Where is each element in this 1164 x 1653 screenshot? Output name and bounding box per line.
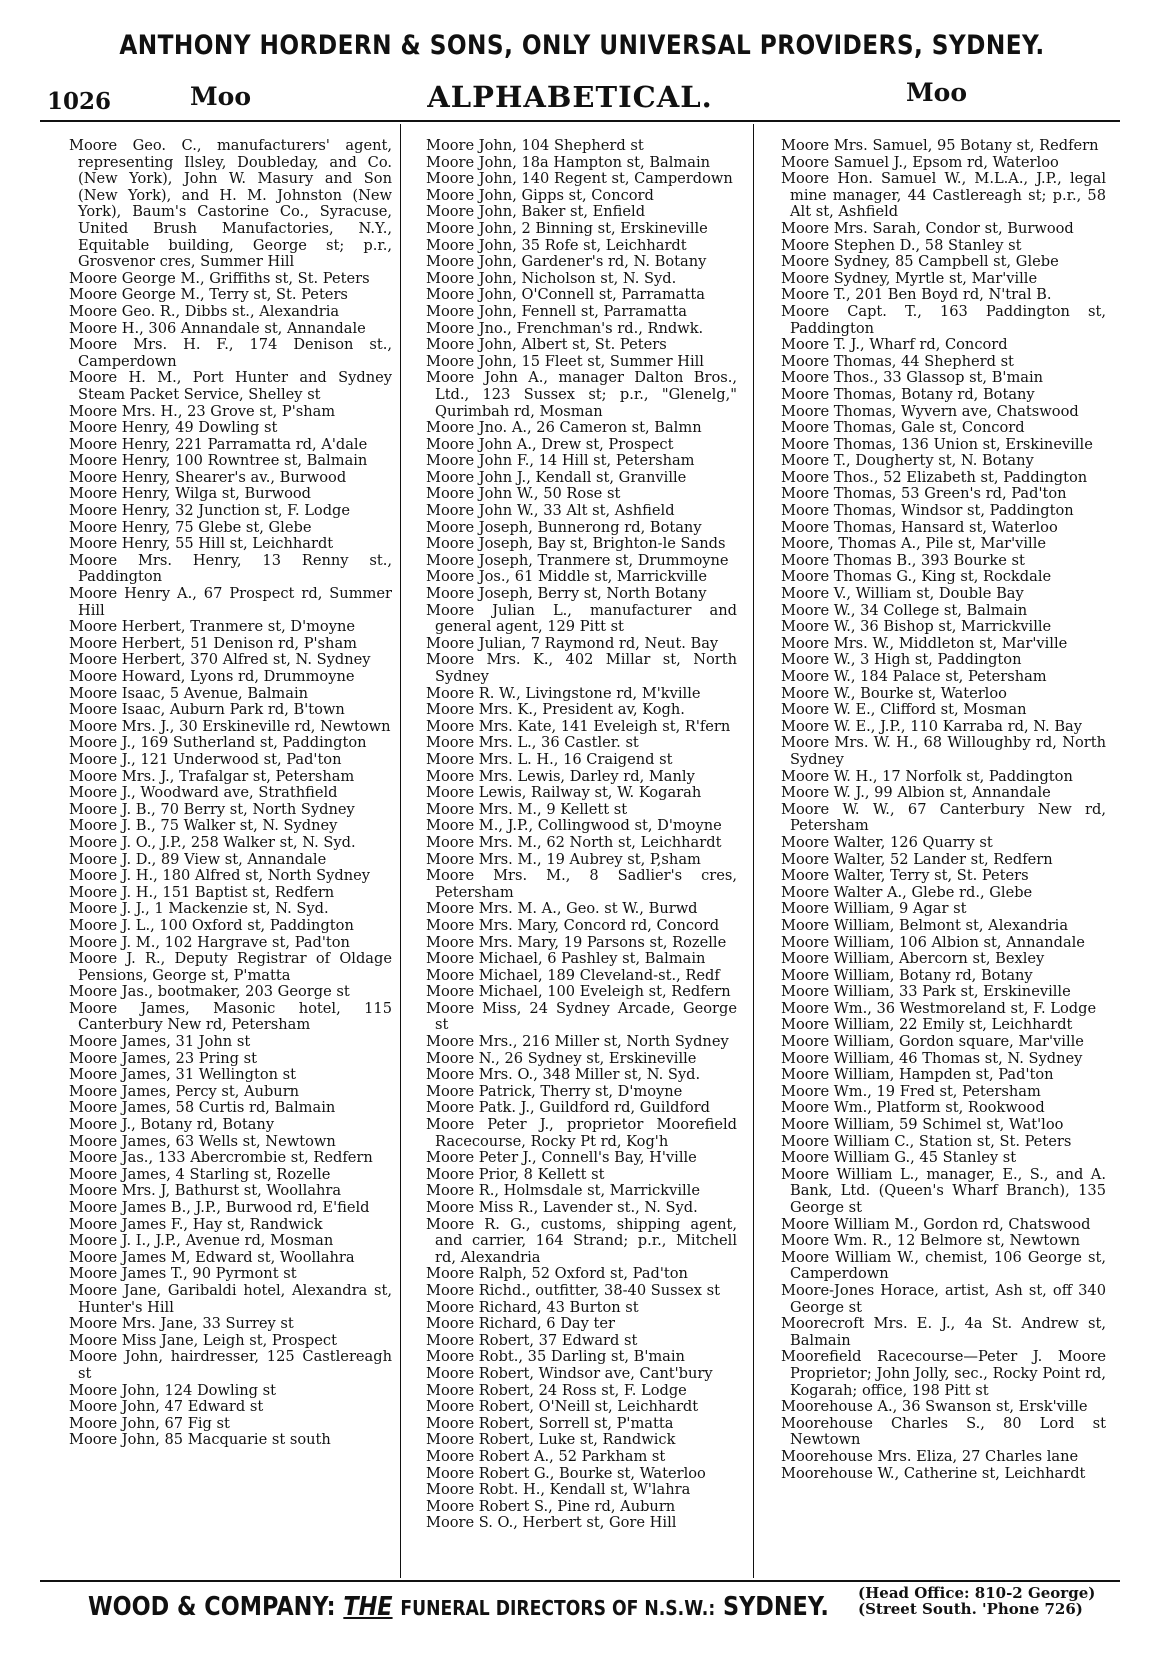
directory-entry: Moore John F., 14 Hill st, Petersham [426,452,695,470]
directory-entry: Moore Mrs. W. H., 68 Willoughby rd, North Sydney [781,734,1106,768]
directory-entry: Moore Mrs. H. F., 174 Denison st., Camperdown [69,336,392,370]
directory-entry: Moore John, 2 Binning st, Erskineville [426,219,708,237]
directory-entry: Moore W. J., 99 Albion st, Annandale [781,784,1051,802]
directory-entry: Moore J. M., 102 Hargrave st, Pad'ton [69,933,350,951]
directory-entry: Moore James M, Edward st, Woollahra [69,1248,355,1266]
directory-entry: Moore Mrs. J, Bathurst st, Woollahra [69,1182,342,1200]
directory-entry: Moore Robert, O'Neill st, Leichhardt [426,1398,699,1416]
directory-entry: Moore Michael, 6 Pashley st, Balmain [426,950,706,968]
directory-entry: Moore Mrs. Kate, 141 Eveleigh st, R'fern [426,717,731,735]
directory-entry: Moore John W., 33 Alt st, Ashfield [426,502,675,520]
directory-entry: Moore John, 140 Regent st, Camperdown [426,170,733,188]
directory-entry: Moore William M., Gordon rd, Chatswood [781,1215,1091,1233]
directory-entry: Moore John, hairdresser, 125 Castlereagh st [69,1348,392,1382]
footer-the: THE [343,1592,393,1622]
directory-entry: Moore Henry, 32 Junction st, F. Lodge [69,502,351,520]
directory-entry: Moore Thomas, 44 Shepherd st [781,352,1014,370]
footer-note-line-2: (Street South. 'Phone 726) [858,1600,1083,1618]
directory-entry: Moore John, Nicholson st, N. Syd. [426,269,677,287]
directory-entry: Moorehouse Mrs. Eliza, 27 Charles lane [781,1447,1079,1465]
left-guide-word: Moo [190,82,252,111]
directory-entry: Moore Mrs. O., 348 Miller st, N. Syd. [426,1066,701,1084]
directory-entry: Moore Richard, 43 Burton st [426,1298,639,1316]
directory-entry: Moore William G., 45 Stanley st [781,1149,1017,1167]
directory-entry: Moore Mrs. Mary, 19 Parsons st, Rozelle [426,933,727,951]
directory-entry: Moorehouse W., Catherine st, Leichhardt [781,1464,1086,1482]
directory-entry: Moore James, 58 Curtis rd, Balmain [69,1099,336,1117]
directory-entry: Moore Jos., 61 Middle st, Marrickville [426,568,708,586]
directory-entry: Moore Robert S., Pine rd, Auburn [426,1497,676,1515]
directory-entry: Moore Wm. R., 12 Belmore st, Newtown [781,1232,1080,1250]
directory-entry: Moore Henry, Wilga st, Burwood [69,485,311,503]
directory-entry: Moore R., Holmsdale st, Marrickville [426,1182,700,1200]
footer-city: SYDNEY. [722,1592,829,1622]
directory-entry: Moore J. J., 1 Mackenzie st, N. Syd. [69,900,329,918]
directory-entry: Moore William, 9 Agar st [781,900,967,918]
directory-entry: Moore James B., J.P., Burwood rd, E'field [69,1199,370,1216]
directory-entry: Moore Jas., 133 Abercrombie st, Redfern [69,1149,373,1167]
directory-entry: Moore Mrs. H., 23 Grove st, P'sham [69,402,336,420]
directory-entry: Moore Joseph, Tranmere st, Drummoyne [426,551,729,569]
directory-entry: Moore Mrs. Mary, Concord rd, Concord [426,916,720,934]
directory-entry: Moore Isaac, 5 Avenue, Balmain [69,684,309,702]
directory-entry: Moore Mrs. Lewis, Darley rd, Manly [426,767,695,785]
directory-entry: Moore William, Botany rd, Botany [781,966,1033,984]
directory-entry: Moore W. E., Clifford st, Mosman [781,701,1027,719]
directory-entry: Moore Joseph, Bunnerong rd, Botany [426,518,702,536]
directory-entry: Moore John, Gipps st, Concord [426,186,654,204]
directory-entry: Moore Thomas, Wyvern ave, Chatswood [781,402,1079,420]
directory-entry: Moore J., Woodward ave, Strathfield [69,784,338,802]
directory-entry: Moore William, Belmont st, Alexandria [781,916,1069,934]
directory-entry: Moore W. W., 67 Canterbury New rd, Petersham [781,800,1106,835]
directory-entry: Moore William W., chemist, 106 George st, Camperdown [781,1248,1106,1283]
directory-entry: Moore Henry, 55 Hill st, Leichhardt [69,535,334,553]
directory-entry: Moore Henry, 100 Rowntree st, Balmain [69,452,368,470]
directory-entry: Moore Henry, 49 Dowling st [69,419,278,437]
directory-entry: Moore J., 169 Sutherland st, Paddington [69,734,367,752]
directory-entry: Moore Thomas G., King st, Rockdale [781,568,1052,586]
directory-entry: Moore Mrs. K., 402 Millar st, North Sydney [426,651,737,685]
right-guide-word: Moo [906,78,968,107]
directory-entry: Moore John, Albert st, St. Peters [426,336,667,354]
directory-entry: Moore Robert A., 52 Parkham st [426,1447,666,1465]
page-title: ALPHABETICAL. [427,80,713,114]
directory-entry: Moore John, Fennell st, Parramatta [426,302,687,320]
directory-entry: Moore V., William st, Double Bay [781,585,1024,603]
directory-entry: Moore Robert, 24 Ross st, F. Lodge [426,1381,687,1399]
directory-entry: Moore John A., manager Dalton Bros., Ltd., 123 Sussex st; p.r., "Glenelg," Qurimbah rd, Mosman [426,369,737,420]
directory-entry: Moore R. W., Livingstone rd, M'kville [426,684,701,702]
directory-entry: Moore W. E., J.P., 110 Karraba rd, N. Bay [781,717,1083,735]
directory-entry: Moore Mrs. Henry, 13 Renny st., Paddington [69,551,392,586]
directory-entry: Moore Robt., 35 Darling st, B'main [426,1348,685,1366]
directory-entry: Moore Mrs. W., Middleton st, Mar'ville [781,634,1068,652]
directory-entry: Moore Robert, Windsor ave, Cant'bury [426,1364,713,1382]
directory-entry: Moore John, Baker st, Enfield [426,203,646,221]
directory-entry: Moore James, 23 Pring st [69,1049,257,1067]
directory-entry: Moore S. O., Herbert st, Gore Hill [426,1514,677,1532]
directory-entry: Moore J. H., 151 Baptist st, Redfern [69,883,335,901]
directory-entry: Moore William, Gordon square, Mar'ville [781,1033,1084,1051]
column-divider-2 [753,124,754,1578]
directory-entry: Moore James, Masonic hotel, 115 Canterbury New rd, Petersham [69,999,392,1034]
directory-entry: Moore John, O'Connell st, Parramatta [426,286,705,304]
column-divider-1 [400,124,401,1578]
header-rule [40,120,1120,122]
footer-note-line-1: (Head Office: 810-2 George) [858,1584,1096,1602]
directory-entry: Moore J. R., Deputy Registrar of Oldage Pensions, George st, P'matta [69,950,392,984]
directory-entry: Moore William, 22 Emily st, Leichhardt [781,1016,1073,1034]
directory-entry: Moore Herbert, 51 Denison rd, P'sham [69,634,357,652]
directory-entry: Moore William, Abercorn st, Bexley [781,950,1045,968]
directory-entry: Moore Miss, 24 Sydney Arcade, George st [426,999,737,1034]
directory-entry: Moore James, 31 John st [69,1033,251,1051]
directory-entry: Moore Henry A., 67 Prospect rd, Summer Hill [69,585,392,619]
directory-entry: Moore Prior, 8 Kellett st [426,1165,605,1183]
directory-entry: Moore Mrs. M., 19 Aubrey st, P,sham [426,850,701,868]
directory-entry: Moore Geo. R., Dibbs st., Alexandria [69,302,340,320]
directory-column-3 [764,138,1106,1482]
footer-advertisement [88,1592,829,1622]
directory-entry: Moore Jno. A., 26 Cameron st, Balmn [426,419,702,437]
footer-rule [40,1580,1120,1582]
directory-entry: Moore Wm., 36 Westmoreland st, F. Lodge [781,999,1097,1017]
directory-entry: Moore Richard, 6 Day ter [426,1315,615,1333]
directory-entry: Moore William L., manager, E., S., and A. Bank, Ltd. (Queen's Wharf Branch), 135 George st [781,1165,1106,1216]
directory-entry: Moore Thos., 33 Glassop st, B'main [781,369,1044,387]
directory-entry: Moore J. L., 100 Oxford st, Paddington [69,916,354,934]
directory-entry: Moore James, 4 Starling st, Rozelle [69,1165,331,1183]
directory-entry: Moore J. B., 75 Walker st, N. Sydney [69,817,338,835]
directory-entry: Moore Mrs. K., President av, Kogh. [426,701,685,719]
directory-entry: Moore Walter A., Glebe rd., Glebe [781,883,1033,901]
directory-entry: Moore Wm., Platform st, Rookwood [781,1099,1045,1117]
directory-entry: Moore Stephen D., 58 Stanley st [781,236,1022,254]
directory-entry: Moore Richd., outfitter, 38-40 Sussex st [426,1281,720,1299]
directory-entry: Moore John, 124 Dowling st [69,1381,277,1399]
directory-entry: Moorefield Racecourse—Peter J. Moore Proprietor; John Jolly, sec., Rocky Point rd, Kogarah; office, 198 Pitt st [781,1348,1106,1399]
directory-entry: Moore William C., Station st, St. Peters [781,1132,1072,1150]
directory-entry: Moore H. M., Port Hunter and Sydney Steam Packet Service, Shelley st [69,369,392,403]
directory-entry: Moore Patrick, Therry st, D'moyne [426,1082,683,1100]
directory-entry: Moore J. B., 70 Berry st, North Sydney [69,800,355,818]
directory-entry: Moore Howard, Lyons rd, Drummoyne [69,668,355,685]
directory-entry: Moore R. G., customs, shipping agent, and carrier, 164 Strand; p.r., Mitchell rd, Alexandria [426,1215,737,1266]
directory-entry: Moore Robert G., Bourke st, Waterloo [426,1464,706,1482]
directory-entry: Moore Mrs. L. H., 16 Craigend st [426,750,673,768]
directory-entry: Moore Thomas, 136 Union st, Erskineville [781,435,1093,453]
directory-entry: Moore William, 46 Thomas st, N. Sydney [781,1049,1083,1067]
directory-entry: Moore John J., Kendall st, Granville [426,468,687,486]
directory-entry: Moore William, 59 Schimel st, Wat'loo [781,1116,1064,1134]
directory-entry: Moore Robert, Sorrell st, P'matta [426,1414,674,1432]
directory-entry: Moore Thos., 52 Elizabeth st, Paddington [781,468,1088,486]
directory-entry: Moore Thomas, 53 Green's rd, Pad'ton [781,485,1067,503]
directory-entry: Moore Robert, Luke st, Randwick [426,1431,676,1449]
directory-entry: Moorehouse A., 36 Swanson st, Ersk'ville [781,1398,1088,1416]
footer-head-office-note [858,1585,1095,1617]
footer-company: WOOD & COMPANY: [88,1592,336,1622]
directory-entry: Moore Mrs. M. A., Geo. st W., Burwd [426,900,698,918]
directory-entry: Moore James, 31 Wellington st [69,1066,297,1084]
directory-entry: Moore Mrs., 216 Miller st, North Sydney [426,1033,729,1051]
directory-entry: Moore Herbert, 370 Alfred st, N. Sydney [69,651,371,669]
directory-entry: Moore John, 85 Macquarie st south [69,1431,331,1449]
directory-entry: Moore H., 306 Annandale st, Annandale [69,319,366,337]
directory-entry: Moore James, Percy st, Auburn [69,1082,300,1100]
directory-entry: Moore Henry, 75 Glebe st, Glebe [69,518,312,536]
directory-column-1 [52,138,392,1449]
directory-entry: Moorecroft Mrs. E. J., 4a St. Andrew st, Balmain [781,1315,1106,1349]
directory-entry: Moore T. J., Wharf rd, Concord [781,336,1008,354]
directory-entry: Moore Walter, 126 Quarry st [781,833,993,851]
directory-entry: Moore John, 18a Hampton st, Balmain [426,153,711,171]
directory-entry: Moore William, 106 Albion st, Annandale [781,933,1085,951]
directory-entry: Moore W. H., 17 Norfolk st, Paddington [781,767,1073,785]
directory-entry: Moore Julian, 7 Raymond rd, Neut. Bay [426,634,719,652]
directory-entry: Moore Thomas, Hansard st, Waterloo [781,518,1058,536]
directory-entry: Moore M., J.P., Collingwood st, D'moyne [426,817,722,835]
directory-entry: Moore Sydney, 85 Campbell st, Glebe [781,253,1059,271]
directory-entry: Moore Mrs. L., 36 Castler. st [426,734,639,752]
directory-entry: Moorehouse Charles S., 80 Lord st Newtown [781,1414,1106,1449]
directory-entry: Moore Walter, Terry st, St. Peters [781,867,1029,885]
directory-entry: Moore-Jones Horace, artist, Ash st, off 340 George st [781,1281,1106,1316]
directory-entry: Moore Mrs. Samuel, 95 Botany st, Redfern [781,137,1099,154]
directory-entry: Moore James, 63 Wells st, Newtown [69,1132,336,1150]
directory-entry: Moore T., 201 Ben Boyd rd, N'tral B. [781,286,1052,304]
directory-entry: Moore Mrs. Sarah, Condor st, Burwood [781,219,1074,237]
directory-entry: Moore John, 35 Rofe st, Leichhardt [426,236,687,254]
directory-entry: Moore T., Dougherty st, N. Botany [781,452,1034,470]
directory-entry: Moore Isaac, Auburn Park rd, B'town [69,701,345,719]
directory-entry: Moore W., 36 Bishop st, Marrickville [781,618,1052,636]
directory-entry: Moore W., Bourke st, Waterloo [781,684,1007,702]
directory-entry: Moore Mrs. J., 30 Erskineville rd, Newtown [69,717,391,735]
directory-entry: Moore Mrs. M., 62 North st, Leichhardt [426,833,722,851]
directory-entry: Moore J., 121 Underwood st, Pad'ton [69,750,342,768]
directory-entry: Moore Capt. T., 163 Paddington st, Paddington [781,302,1106,337]
directory-column-2 [409,138,737,1532]
directory-entry: Moore John, 67 Fig st [69,1414,230,1432]
directory-entry: Moore Walter, 52 Lander st, Redfern [781,850,1053,868]
directory-entry: Moore J. I., J.P., Avenue rd, Mosman [69,1232,334,1250]
directory-entry: Moore Herbert, Tranmere st, D'moyne [69,618,355,636]
directory-entry: Moore George M., Griffiths st, St. Peters [69,269,370,287]
directory-entry: Moore Sydney, Myrtle st, Mar'ville [781,269,1038,287]
directory-entry: Moore W., 34 College st, Balmain [781,601,1028,619]
directory-entry: Moore Geo. C., manufacturers' agent, representing Ilsley, Doubleday, and Co. (New York), John W. Masury and Son (New York), and H. M. Johnston (New York), Baum's Castorine Co., Syracuse, United Brush Manufactories, N.Y., Equitable building, George st; p.r., Grosvenor cres, Summer Hill [69,137,392,271]
directory-entry: Moore Miss Jane, Leigh st, Prospect [69,1331,337,1349]
directory-entry: Moore Thomas, Gale st, Concord [781,419,1025,437]
directory-entry: Moore Mrs. J., Trafalgar st, Petersham [69,767,355,785]
directory-entry: Moore Jas., bootmaker, 203 George st [69,983,350,1001]
directory-entry: Moore Samuel J., Epsom rd, Waterloo [781,153,1059,171]
directory-entry: Moore Michael, 189 Cleveland-st., Redf [426,966,720,984]
directory-entry: Moore Patk. J., Guildford rd, Guildford [426,1099,710,1117]
directory-entry: Moore Mrs. M., 8 Sadlier's cres, Petersham [426,867,737,901]
directory-entry: Moore Julian L., manufacturer and general agent, 129 Pitt st [426,601,737,636]
directory-entry: Moore Mrs. M., 9 Kellett st [426,800,628,818]
directory-entry: Moore William, 33 Park st, Erskineville [781,983,1071,1001]
directory-entry: Moore Thomas, Botany rd, Botany [781,385,1035,403]
page-number: 1026 [47,88,112,115]
directory-entry: Moore John, 104 Shepherd st [426,137,644,154]
directory-entry: Moore Mrs. Jane, 33 Surrey st [69,1315,294,1333]
footer-directors: FUNERAL DIRECTORS OF N.S.W.: [400,1596,716,1620]
directory-entry: Moore Thomas, Windsor st, Paddington [781,502,1074,520]
directory-entry: Moore Joseph, Bay st, Brighton-le Sands [426,535,726,553]
directory-entry: Moore John, 47 Edward st [69,1398,264,1416]
directory-entry: Moore Thomas B., 393 Bourke st [781,551,1025,569]
directory-entry: Moore Peter J., Connell's Bay, H'ville [426,1149,697,1167]
directory-entry: Moore James T., 90 Pyrmont st [69,1265,297,1283]
directory-entry: Moore Jno., Frenchman's rd., Rndwk. [426,319,704,337]
directory-entry: Moore W., 184 Palace st, Petersham [781,668,1047,685]
directory-entry: Moore Wm., 19 Fred st, Petersham [781,1082,1041,1100]
directory-entry: Moore Miss R., Lavender st., N. Syd. [426,1199,698,1216]
directory-entry: Moore Joseph, Berry st, North Botany [426,585,707,603]
directory-entry: Moore J. H., 180 Alfred st, North Sydney [69,867,371,885]
directory-entry: Moore Ralph, 52 Oxford st, Pad'ton [426,1265,688,1283]
directory-entry: Moore Robert, 37 Edward st [426,1331,638,1349]
directory-entry: Moore John, Gardener's rd, N. Botany [426,253,707,271]
directory-entry: Moore Jane, Garibaldi hotel, Alexandra st, Hunter's Hill [69,1281,392,1316]
directory-entry: Moore John, 15 Fleet st, Summer Hill [426,352,704,370]
directory-entry: Moore George M., Terry st, St. Peters [69,286,348,304]
directory-entry: Moore Hon. Samuel W., M.L.A., J.P., legal mine manager, 44 Castlereagh st; p.r., 58 Alt st, Ashfield [781,170,1106,221]
directory-entry: Moore Lewis, Railway st, W. Kogarah [426,784,702,802]
directory-entry: Moore John A., Drew st, Prospect [426,435,674,453]
directory-entry: Moore John W., 50 Rose st [426,485,621,503]
directory-entry: Moore Robt. H., Kendall st, W'lahra [426,1481,691,1499]
directory-entry: Moore J. O., J.P., 258 Walker st, N. Syd. [69,833,356,851]
directory-entry: Moore W., 3 High st, Paddington [781,651,1022,669]
directory-entry: Moore Henry, Shearer's av., Burwood [69,468,347,486]
directory-entry: Moore, Thomas A., Pile st, Mar'ville [781,535,1047,553]
directory-entry: Moore Michael, 100 Eveleigh st, Redfern [426,983,731,1001]
directory-entry: Moore Henry, 221 Parramatta rd, A'dale [69,435,368,453]
directory-entry: Moore J., Botany rd, Botany [69,1116,275,1134]
directory-entry: Moore N., 26 Sydney st, Erskineville [426,1049,697,1067]
page-banner: ANTHONY HORDERN & SONS, ONLY UNIVERSAL PROVIDERS, SYDNEY. [119,30,1045,61]
directory-entry: Moore Peter J., proprietor Moorefield Racecourse, Rocky Pt rd, Kog'h [426,1116,737,1150]
directory-entry: Moore William, Hampden st, Pad'ton [781,1066,1054,1084]
directory-entry: Moore J. D., 89 View st, Annandale [69,850,327,868]
directory-entry: Moore James F., Hay st, Randwick [69,1215,323,1233]
